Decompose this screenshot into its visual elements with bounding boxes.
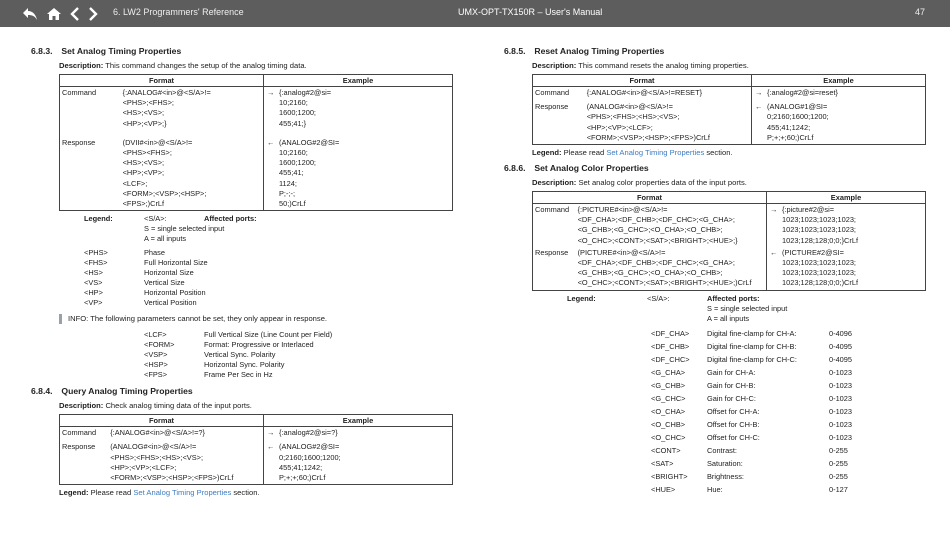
section-number: 6.8.4. xyxy=(31,386,53,397)
legend-param-row xyxy=(651,381,934,394)
legend-param-description: Contrast: xyxy=(707,445,737,455)
column-header-format: Format xyxy=(533,192,767,204)
legend-param-row xyxy=(651,329,934,342)
row-label-response: Response xyxy=(60,130,120,211)
legend-param-key: <PHS> xyxy=(84,248,108,258)
legend-param-description: Full Horizontal Size xyxy=(144,258,208,268)
legend-param-description: Horizontal Position xyxy=(144,288,206,298)
row-label-response: Response xyxy=(533,247,575,290)
legend-param-description: Gain for CH-A: xyxy=(707,367,756,377)
arrow-left-icon: ← xyxy=(267,137,275,147)
response-format: (ANALOG#<in>@<S/A>!= <PHS>;<FHS>;<HS>;<VS>; <HP>;<VP>;<LCF>; <FORM>;<VSP>;<HSP>;<FPS>)CrLf xyxy=(107,439,263,484)
legend-param-row xyxy=(651,355,934,368)
legend-param-key: <G_CHA> xyxy=(651,367,686,377)
legend-param-key: <DF_CHC> xyxy=(651,354,690,364)
section-title: Query Analog Timing Properties xyxy=(61,386,193,397)
response-example: (ANALOG#1@SI= 0;2160;1600;1200; 455;41;1242; P;+;+;60;)CrLf xyxy=(767,102,829,142)
legend-param-key: <VS> xyxy=(84,278,103,288)
description-text: This command resets the analog timing properties. xyxy=(578,61,749,70)
legend-param-key: <HP> xyxy=(84,288,103,298)
legend-single: S = single selected input xyxy=(144,224,225,234)
command-table-683 xyxy=(59,74,453,211)
home-icon[interactable] xyxy=(46,7,62,21)
legend-all: A = all inputs xyxy=(707,313,750,323)
legend-param-key: <O_CHA> xyxy=(651,406,686,416)
legend-param-row xyxy=(651,472,934,485)
legend-param-key: <VP> xyxy=(84,298,103,308)
legend-param-range: 0-1023 xyxy=(829,393,853,403)
nav-icons xyxy=(22,4,98,23)
legend-param-range: 0-255 xyxy=(829,445,848,455)
legend-param-row xyxy=(651,446,934,459)
legend-param-row xyxy=(651,433,934,446)
row-label-command: Command xyxy=(533,87,584,100)
legend-param-key: <CONT> xyxy=(651,445,681,455)
command-format: {:ANALOG#<in>@<S/A>!=RESET} xyxy=(584,87,752,100)
response-format: (DVII#<in>@<S/A>!= <PHS><FHS>; <HS>;<VS>; <HP>;<VP>; <LCF>; <FORM>;<VSP>;<HSP>; <FPS>;)CrLf xyxy=(120,130,264,211)
legend-param-row xyxy=(144,360,456,370)
section-number: 6.8.3. xyxy=(31,46,53,56)
document-title: UMX-OPT-TX150R – User's Manual xyxy=(458,7,603,17)
legend-text-end: section. xyxy=(706,148,733,158)
column-header-format: Format xyxy=(533,75,752,87)
section-heading-684 xyxy=(31,386,456,396)
legend-param-key: <LCF> xyxy=(144,330,167,340)
legend-param-description: Vertical Sync. Polarity xyxy=(204,350,276,360)
description-label: Description: xyxy=(532,61,577,70)
column-header-example: Example xyxy=(264,415,453,427)
legend-param-range: 0-255 xyxy=(829,458,848,468)
command-example: {:analog#2@si=reset} xyxy=(767,88,838,97)
response-example: (ANALOG#2@SI= 10;2160; 1600;1200; 455;41; 1124; P;-;-; 50;)CrLf xyxy=(279,137,340,209)
command-example: {:picture#2@si= 1023;1023;1023;1023; 1023;1023;1023;1023; 1023;128;128;0;0;}CrLf xyxy=(782,205,859,245)
legend-text: Please read xyxy=(563,148,605,158)
legend-param-row xyxy=(84,258,456,268)
section-heading-685 xyxy=(504,46,934,56)
legend-param-description: Phase xyxy=(144,248,165,258)
command-example: {:analog#2@si= 10;2160; 1600;1200; 455;41;} xyxy=(279,88,332,128)
legend-param-key: <HS> xyxy=(84,268,103,278)
legend-param-row xyxy=(84,298,456,308)
legend-param-row xyxy=(651,485,934,498)
section-heading-686 xyxy=(504,163,934,173)
legend-param-description: Offset for CH-B: xyxy=(707,419,760,429)
legend-param-row xyxy=(144,370,456,380)
prev-icon[interactable] xyxy=(70,7,80,21)
section-link[interactable]: Set Analog Timing Properties xyxy=(133,488,232,498)
legend-param-range: 0-1023 xyxy=(829,380,853,390)
row-label-command: Command xyxy=(60,427,108,440)
readonly-param-list xyxy=(144,330,456,380)
column-header-format: Format xyxy=(60,415,264,427)
section-description xyxy=(59,401,456,410)
legend-param-range: 0-1023 xyxy=(829,367,853,377)
command-example: {:analog#2@si=?} xyxy=(279,428,338,438)
arrow-left-icon: ← xyxy=(755,102,763,112)
description-text: This command changes the setup of the analog timing data. xyxy=(105,61,307,70)
response-example: (ANALOG#2@SI= 0;2160;1600;1200; 455;41;1242; P;+;+;60;)CrLf xyxy=(279,442,341,483)
legend-683 xyxy=(84,214,456,308)
section-description xyxy=(59,61,456,70)
legend-param-row xyxy=(651,368,934,381)
description-text: Check analog timing data of the input ports. xyxy=(105,401,252,411)
legend-label: Legend: xyxy=(84,214,113,224)
command-format: {:ANALOG#<in>@<S/A>!= <PHS>;<FHS>; <HS>;<VS>; <HP>;<VP>;} xyxy=(120,87,264,130)
legend-param-description: Horizontal Size xyxy=(144,268,194,278)
arrow-right-icon: → xyxy=(755,88,763,97)
description-label: Description: xyxy=(532,178,577,188)
arrow-right-icon: → xyxy=(770,205,778,215)
legend-param-range: 0-4096 xyxy=(829,328,853,338)
legend-param-description: Frame Per Sec in Hz xyxy=(204,370,273,380)
section-title: Set Analog Color Properties xyxy=(534,163,649,174)
section-description xyxy=(532,61,934,70)
legend-key: <S/A>: xyxy=(647,293,670,303)
response-example: (PICTURE#2@SI= 1023;1023;1023;1023; 1023;1023;1023;1023; 1023;128;128;0;0;)CrLf xyxy=(782,247,859,288)
legend-param-description: Saturation: xyxy=(707,458,743,468)
legend-key: <S/A>: xyxy=(144,214,167,224)
command-table-684 xyxy=(59,414,453,485)
arrow-right-icon: → xyxy=(267,428,275,438)
legend-param-key: <HUE> xyxy=(651,484,676,494)
legend-param-range: 0-1023 xyxy=(829,406,853,416)
legend-param-key: <SAT> xyxy=(651,458,674,468)
legend-param-key: <HSP> xyxy=(144,360,168,370)
arrow-left-icon: ← xyxy=(770,247,778,257)
section-title: Set Analog Timing Properties xyxy=(61,46,182,56)
description-label: Description: xyxy=(59,61,104,70)
section-heading-683 xyxy=(31,46,456,56)
right-column xyxy=(504,40,934,498)
legend-param-key: <VSP> xyxy=(144,350,168,360)
legend-param-row xyxy=(651,459,934,472)
section-title: Reset Analog Timing Properties xyxy=(534,46,665,56)
legend-param-key: <FORM> xyxy=(144,340,175,350)
legend-param-key: <G_CHB> xyxy=(651,380,686,390)
response-format: (PICTURE#<in>@<S/A>!= <DF_CHA>;<DF_CHB>;<DF_CHC>;<G_CHA>; <G_CHB>;<G_CHC>;<O_CHA>;<O_CHB>; <O_CHC>;<CONT>;<SAT>;<BRIGHT>;<HUE>;)CrLf xyxy=(575,247,767,290)
legend-param-description: Offset for CH-C: xyxy=(707,432,760,442)
legend-affected-ports: Affected ports: xyxy=(204,214,257,224)
legend-param-description: Vertical Position xyxy=(144,298,197,308)
legend-param-range: 0-1023 xyxy=(829,432,853,442)
legend-param-description: Gain for CH-B: xyxy=(707,380,756,390)
back-icon[interactable] xyxy=(22,7,38,21)
legend-param-description: Format: Progressive or Interlaced xyxy=(204,340,314,350)
legend-param-range: 0-4095 xyxy=(829,354,853,364)
legend-684 xyxy=(59,488,456,497)
arrow-right-icon: → xyxy=(267,88,275,97)
column-header-example: Example xyxy=(752,75,926,87)
legend-param-range: 0-255 xyxy=(829,471,848,481)
info-note: INFO: The following parameters cannot be set, they only appear in response. xyxy=(59,314,456,324)
legend-param-key: <DF_CHA> xyxy=(651,328,690,338)
legend-param-key: <G_CHC> xyxy=(651,393,686,403)
legend-param-description: Digital fine-clamp for CH-C: xyxy=(707,354,797,364)
row-label-command: Command xyxy=(533,204,575,247)
legend-param-description: Gain for CH-C: xyxy=(707,393,756,403)
section-number: 6.8.6. xyxy=(504,163,526,174)
legend-param-description: Full Vertical Size (Line Count per Field) xyxy=(204,330,333,340)
column-header-format: Format xyxy=(60,75,264,87)
legend-686 xyxy=(567,294,934,498)
description-text: Set analog color properties data of the input ports. xyxy=(578,178,747,188)
legend-param-list xyxy=(84,248,456,308)
legend-param-range: 0-4095 xyxy=(829,341,853,351)
legend-param-list xyxy=(651,329,934,498)
legend-affected-ports: Affected ports: xyxy=(707,293,760,303)
command-table-685 xyxy=(532,74,926,145)
legend-param-key: <FHS> xyxy=(84,258,108,268)
legend-param-key: <O_CHC> xyxy=(651,432,686,442)
legend-param-row xyxy=(144,350,456,360)
legend-label: Legend: xyxy=(567,293,596,303)
legend-param-description: Vertical Size xyxy=(144,278,185,288)
legend-param-row xyxy=(651,342,934,355)
legend-text: Please read xyxy=(90,488,132,498)
left-column xyxy=(31,40,456,497)
legend-685 xyxy=(532,148,934,157)
legend-param-key: <FPS> xyxy=(144,370,168,380)
legend-param-description: Digital fine-clamp for CH-A: xyxy=(707,328,797,338)
legend-param-row xyxy=(144,330,456,340)
row-label-response: Response xyxy=(60,439,108,484)
legend-param-description: Hue: xyxy=(707,484,723,494)
legend-param-row xyxy=(84,248,456,258)
legend-param-row xyxy=(651,420,934,433)
legend-param-range: 0-127 xyxy=(829,484,848,494)
section-link[interactable]: Set Analog Timing Properties xyxy=(606,148,705,158)
legend-param-row xyxy=(84,268,456,278)
legend-param-description: Digital fine-clamp for CH-B: xyxy=(707,341,797,351)
command-format: {:ANALOG#<in>@<S/A>!=?} xyxy=(107,427,263,440)
legend-label: Legend: xyxy=(532,148,562,158)
legend-param-key: <BRIGHT> xyxy=(651,471,688,481)
command-format: {:PICTURE#<in>@<S/A>!= <DF_CHA>;<DF_CHB>;<DF_CHC>;<G_CHA>; <G_CHB>;<G_CHC>;<O_CHA>;<O_CHB>; <O_CHC>;<CONT>;<SAT>;<BRIGHT>;<HUE>;} xyxy=(575,204,767,247)
section-description xyxy=(532,178,934,187)
top-bar xyxy=(0,0,950,27)
legend-param-row xyxy=(651,394,934,407)
legend-param-key: <O_CHB> xyxy=(651,419,686,429)
legend-label: Legend: xyxy=(59,488,89,498)
legend-param-row xyxy=(144,340,456,350)
legend-param-row xyxy=(84,288,456,298)
next-icon[interactable] xyxy=(88,7,98,21)
legend-param-description: Offset for CH-A: xyxy=(707,406,760,416)
legend-param-description: Brightness: xyxy=(707,471,744,481)
legend-param-row xyxy=(84,278,456,288)
arrow-left-icon: ← xyxy=(267,442,275,452)
legend-all: A = all inputs xyxy=(144,234,187,244)
column-header-example: Example xyxy=(264,75,453,87)
command-table-686 xyxy=(532,191,926,291)
legend-single: S = single selected input xyxy=(707,303,788,313)
description-label: Description: xyxy=(59,401,104,411)
legend-param-key: <DF_CHB> xyxy=(651,341,690,351)
column-header-example: Example xyxy=(767,192,926,204)
legend-text-end: section. xyxy=(233,488,260,498)
chapter-title: 6. LW2 Programmers' Reference xyxy=(113,7,244,17)
row-label-response: Response xyxy=(533,99,584,144)
page-number: 47 xyxy=(914,7,925,17)
response-format: (ANALOG#<in>@<S/A>!= <PHS>;<FHS>;<HS>;<VS>; <HP>;<VP>;<LCF>; <FORM>;<VSP>;<HSP>;<FPS>)CrLf xyxy=(584,99,752,144)
section-number: 6.8.5. xyxy=(504,46,526,56)
legend-param-row xyxy=(651,407,934,420)
legend-param-description: Horizontal Sync. Polarity xyxy=(204,360,285,370)
row-label-command: Command xyxy=(60,87,120,130)
legend-param-range: 0-1023 xyxy=(829,419,853,429)
